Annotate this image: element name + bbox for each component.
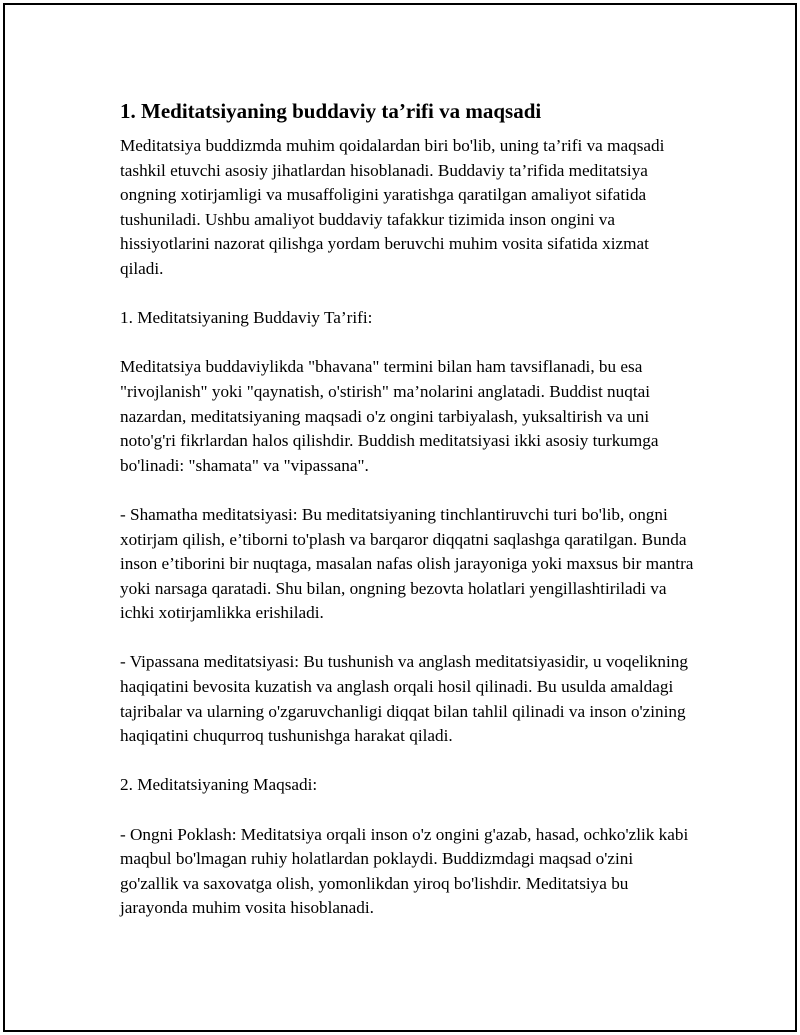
section-heading: 1. Meditatsiyaning buddaviy ta’rifi va maqsadi [120, 99, 542, 123]
page-frame [3, 3, 797, 1032]
paragraph-shamatha: - Shamatha meditatsiyasi: Bu meditatsiyaning tinchlantiruvchi turi bo'lib, ongni xotirjam qilish, e’tiborni to'plash va barqaror diqqatni saqlashga qaratilgan. Bunda inson e’tiborini bir nuqtaga, masalan nafas olish jarayoniga yoki maxsus bir mantra yoki narsaga qaratadi. Shu bilan, ongning bezovta holatlari yengillashtiriladi va ichki xotirjamlikka erishiladi. [120, 504, 694, 623]
document-body [120, 97, 695, 946]
subheading-definition: 1. Meditatsiyaning Buddaviy Ta’rifi: [120, 308, 373, 328]
subheading-purpose: 2. Meditatsiyaning Maqsadi: [120, 775, 318, 795]
paragraph-intro: Meditatsiya buddizmda muhim qoidalardan biri bo'lib, uning ta’rifi va maqsadi tashkil etuvchi asosiy jihatlardan hisoblanadi. Buddaviy ta’rifida meditatsiya ongning xotirjamligi va musaffoligini yaratishga qaratilgan amaliyot sifatida tushuniladi. Ushbu amaliyot buddaviy tafakkur tizimida inson ongini va hissiyotlarini nazorat qilishga yordam beruvchi muhim vosita sifatida xizmat qiladi. [120, 136, 665, 278]
paragraph-vipassana: - Vipassana meditatsiyasi: Bu tushunish va anglash meditatsiyasidir, u voqelikning haqiqatini bevosita kuzatish va anglash orqali hosil qilinadi. Bu usulda amaldagi tajribalar va ularning o'zgaruvchanligi diqqat bilan tahlil qilinadi va inson o'zining haqiqatini chuqurroq tushunishga harakat qiladi. [120, 652, 688, 746]
paragraph-purification: - Ongni Poklash: Meditatsiya orqali inson o'z ongini g'azab, hasad, ochko'zlik kabi maqbul bo'lmagan ruhiy holatlardan poklaydi. Buddizmdagi maqsad o'zini go'zallik va saxovatga olish, yomonlikdan yiroq bo'lishdir. Meditatsiya bu jarayonda muhim vosita hisoblanadi. [120, 824, 689, 918]
paragraph-bhavana: Meditatsiya buddaviylikda "bhavana" termini bilan ham tavsiflanadi, bu esa "rivojlanish" yoki "qaynatish, o'stirish" ma’nolarini anglatadi. Buddist nuqtai nazardan, meditatsiyaning maqsadi o'z ongini tarbiyalash, yuksaltirish va uni noto'g'ri fikrlardan halos qilishdir. Buddish meditatsiyasi ikki asosiy turkumga bo'linadi: "shamata" va "vipassana". [120, 357, 659, 475]
